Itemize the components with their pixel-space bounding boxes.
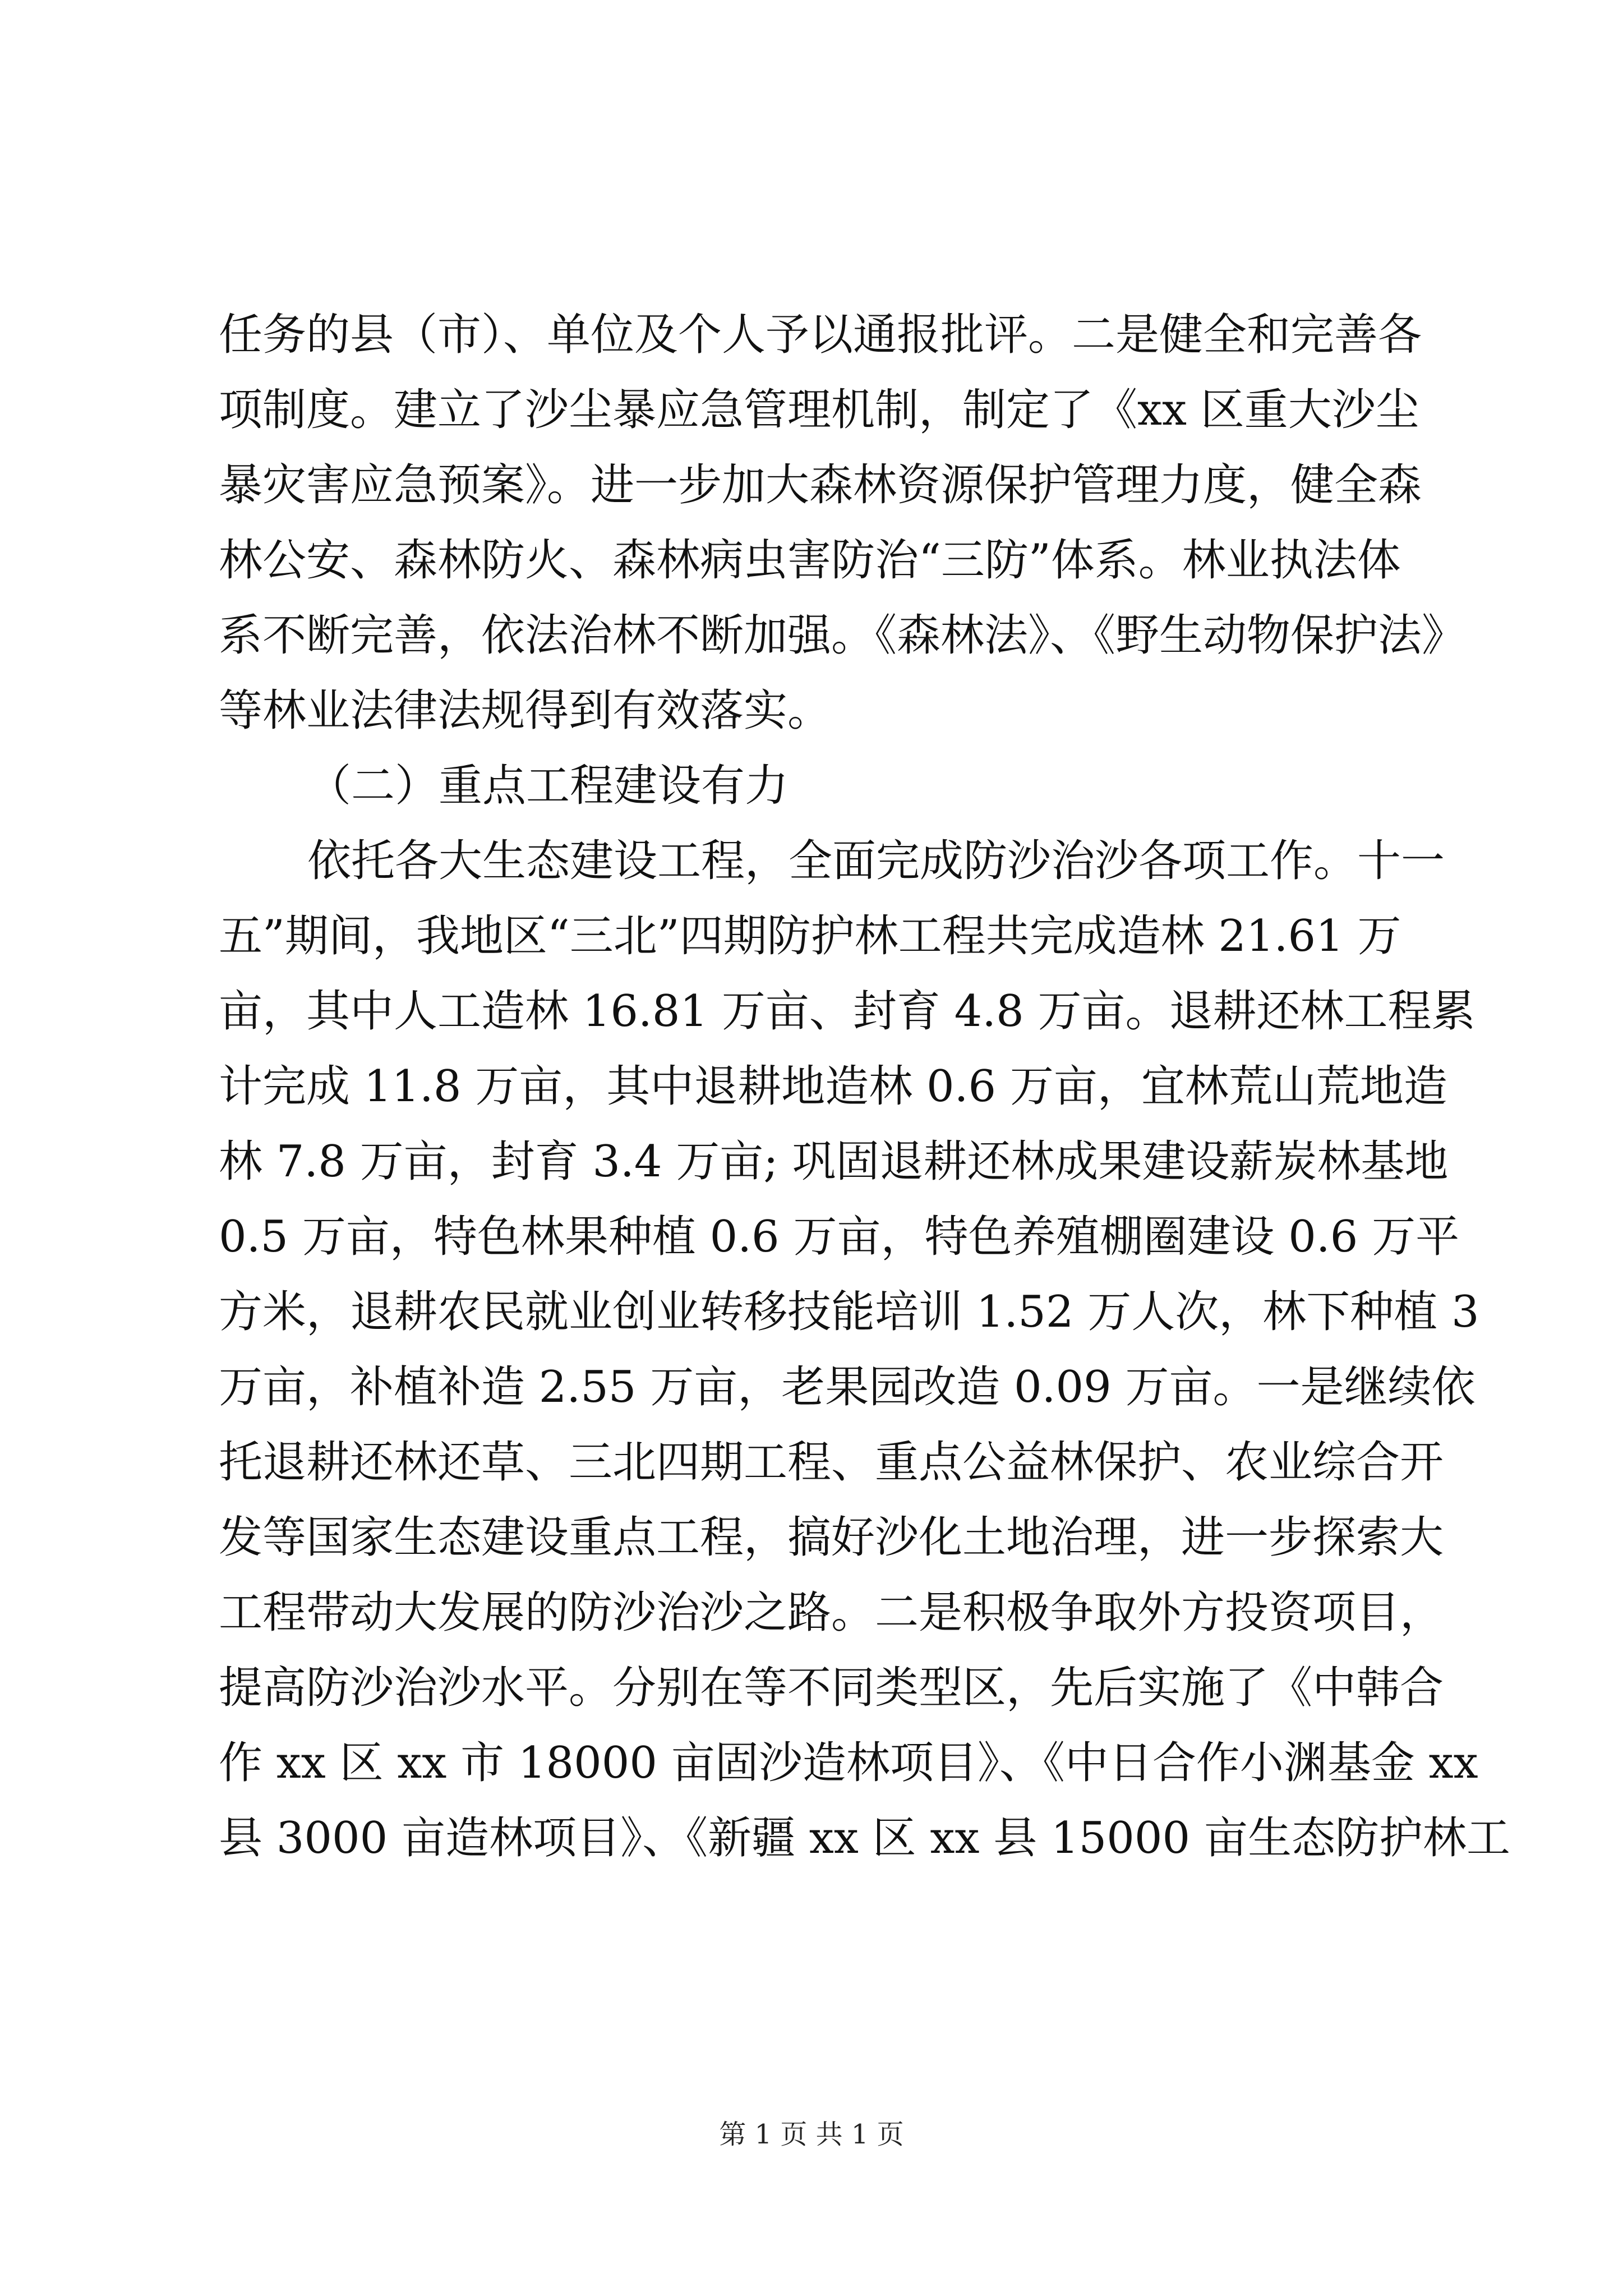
body-line: 发等国家生态建设重点工程，搞好沙化土地治理，进一步探索大 bbox=[219, 1512, 1444, 1563]
section-heading: （二）重点工程建设有力 bbox=[307, 761, 789, 811]
body-line: 托退耕还林还草、三北四期工程、重点公益林保护、农业综合开 bbox=[219, 1437, 1444, 1488]
body-line: 方米，退耕农民就业创业转移技能培训 1.52 万人次，林下种植 3 bbox=[219, 1287, 1479, 1337]
body-line: 项制度。建立了沙尘暴应急管理机制，制定了《xx 区重大沙尘 bbox=[219, 385, 1419, 435]
body-line: 等林业法律法规得到有效落实。 bbox=[219, 685, 832, 736]
body-line: 五”期间，我地区“三北”四期防护林工程共完成造林 21.61 万 bbox=[219, 911, 1401, 961]
body-line: 任务的县（市）、单位及个人予以通报批评。二是健全和完善各 bbox=[219, 310, 1422, 360]
body-line: 0.5 万亩，特色林果种植 0.6 万亩，特色养殖棚圈建设 0.6 万平 bbox=[219, 1212, 1460, 1262]
body-line: 林公安、森林防火、森林病虫害防治“三防”体系。林业执法体 bbox=[219, 535, 1401, 586]
body-line: 系不断完善，依法治林不断加强。《森林法》、《野生动物保护法》 bbox=[219, 610, 1466, 661]
body-line: 县 3000 亩造林项目》、《新疆 xx 区 xx 县 15000 亩生态防护林工 bbox=[219, 1813, 1510, 1864]
page-footer: 第 1 页 共 1 页 bbox=[719, 2119, 904, 2150]
paragraph-first-line: 依托各大生态建设工程，全面完成防沙治沙各项工作。十一 bbox=[307, 836, 1445, 886]
body-line: 万亩，补植补造 2.55 万亩，老果园改造 0.09 万亩。一是继续依 bbox=[219, 1362, 1476, 1412]
body-line: 作 xx 区 xx 市 18000 亩固沙造林项目》、《中日合作小渊基金 xx bbox=[219, 1738, 1478, 1788]
body-line: 工程带动大发展的防沙治沙之路。二是积极争取外方投资项目， bbox=[219, 1588, 1444, 1638]
document-body bbox=[219, 297, 1510, 1876]
body-line: 林 7.8 万亩，封育 3.4 万亩; 巩固退耕还林成果建设薪炭林基地 bbox=[219, 1137, 1449, 1187]
body-line: 计完成 11.8 万亩，其中退耕地造林 0.6 万亩，宜林荒山荒地造 bbox=[219, 1061, 1447, 1112]
body-line: 暴灾害应急预案》。进一步加大森林资源保护管理力度，健全森 bbox=[219, 460, 1422, 510]
body-line: 提高防沙治沙水平。分别在等不同类型区，先后实施了《中韩合 bbox=[219, 1663, 1444, 1713]
body-line: 亩，其中人工造林 16.81 万亩、封育 4.8 万亩。退耕还林工程累 bbox=[219, 986, 1476, 1037]
